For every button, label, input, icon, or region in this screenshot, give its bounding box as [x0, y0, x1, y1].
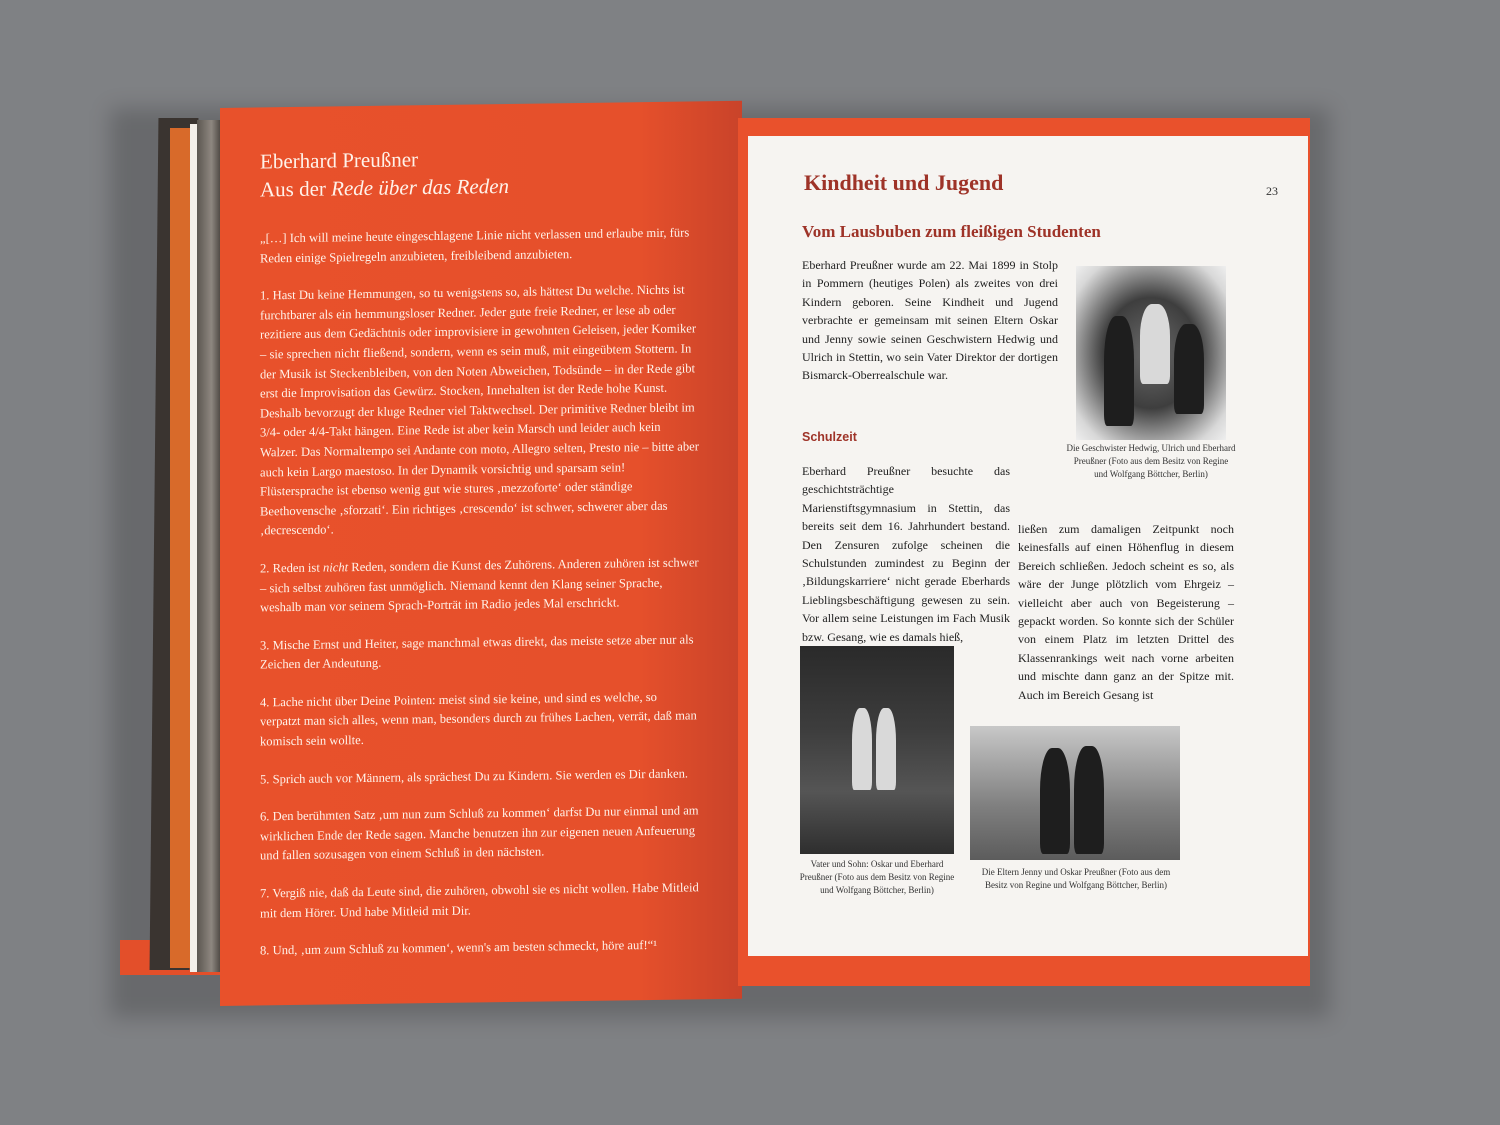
figure — [852, 708, 872, 790]
photo-caption: Vater und Sohn: Oskar und Eberhard Preußner (Foto aus dem Besitz von Regine und Wolfgang Böttcher, Berlin) — [799, 859, 955, 895]
left-page — [220, 101, 742, 1006]
page-number: 23 — [1266, 184, 1278, 198]
page-stack-edge — [197, 120, 221, 972]
figure — [1074, 746, 1104, 854]
section-label: Schulzeit — [802, 430, 857, 444]
speech-paragraph: 4. Lache nicht über Deine Pointen: meist sind sie keine, und sind es welche, so verpatzt man sich alles, wenn man, besonders durch zu frühes Lachen, verrät, daß man komisch sein wollte. — [260, 689, 697, 749]
speech-paragraph: „[…] Ich will meine heute eingeschlagene Linie nicht verlassen und erlaube mir, fürs Reden einige Spielregeln anzubieten, freibleibend anzubieten. — [260, 225, 690, 266]
speech-author: Eberhard Preußner — [260, 147, 419, 174]
figure — [1040, 748, 1070, 854]
speech-paragraph: 3. Mische Ernst und Heiter, sage manchmal etwas direkt, das meiste setze aber nur als Zeichen der Andeutung. — [260, 632, 694, 672]
figure — [1140, 304, 1170, 384]
column-text: ließen zum damaligen Zeitpunkt noch keinesfalls auf einen Höhenflug in diesem Bereich schließen. Jedoch scheint es so, als wäre der Junge plötzlich vom Ehrgeiz – vielleicht aber auch von Begeisterung – gepackt worden. So konnte sich der Schüler von einem Platz im letzten Drittel des Klassenrankings weit nach vorne arbeiten und mischte dann ganz an der Spitze mit. Auch im Bereich Gesang ist — [1018, 522, 1234, 702]
speech-paragraph: 7. Vergiß nie, daß da Leute sind, die zuhören, obwohl sie es nicht wollen. Habe Mitleid mit dem Hörer. Und habe Mitleid mit Dir. — [260, 880, 699, 921]
figure — [876, 708, 896, 790]
photo-parents — [970, 726, 1180, 860]
photo-caption: Die Geschwister Hedwig, Ulrich und Eberhard Preußner (Foto aus dem Besitz von Regine und Wolfgang Böttcher, Berlin) — [1066, 443, 1236, 479]
right-page — [748, 136, 1308, 956]
speech-paragraph: 1. Hast Du keine Hemmungen, so tu wenigstens so, als hättest Du welche. Nichts ist furchtbarer als ein hemmungsloser Redner. Jeder gute freie Redner, er lese ab oder rezitiere aus dem Gedächtnis oder improvisiere in gewohnten Geleisen, jeder Komiker – sie sprechen nicht fließend, sondern, wenn es sein muß, mit eingeübtem Stottern. In der Musik ist Steckenbleiben, von den Noten Abweichen, Todsünde – in der Rede gibt erst die Improvisation das Gewürz. Stocken, Innehalten ist der Rede hohe Kunst. Deshalb bevorzugt der kluge Redner viel Taktwechsel. Der primitive Redner bleibt im 3/4- oder 4/4-Takt hängen. Eine Rede ist aber kein Marsch und leider auch kein Walzer. Das Normaltempo sei Andante con moto, Allegro selten, Presto nie – bitte aber auch kein Largo maestoso. In der Dynamik vorsichtig und sparsam sein! Flüstersprache ist ebenso wenig gut wie stures ‚mezzoforte‘ oder ständige Beethovensche ‚sforzati‘. Ein richtiges ‚crescendo‘ ist schwer, schwerer aber das ‚decrescendo‘. — [260, 282, 699, 538]
title-prefix: Aus der — [260, 176, 332, 202]
speech-paragraph: 8. Und, ‚um zum Schluß zu kommen‘, wenn's am besten schmeckt, höre auf!“¹ — [260, 938, 658, 958]
photo-siblings — [1076, 266, 1226, 440]
photo-caption: Die Eltern Jenny und Oskar Preußner (Foto aus dem Besitz von Regine und Wolfgang Böttcher, Berlin) — [981, 867, 1171, 890]
para-text: Reden, sondern die Kunst des Zuhörens. Anderen zuhören ist schwer – sich selbst zuhören fast unmöglich. Niemand kennt den Klang seiner Sprache, weshalb man vor seinem Sprach-Porträt im Radio jedes Mal erschrickt. — [260, 555, 699, 615]
photo-father-son — [800, 646, 954, 854]
speech-paragraph: 5. Sprich auch vor Männern, als sprächest Du zu Kindern. Sie werden es Dir danken. — [260, 766, 689, 787]
para-italic: nicht — [322, 560, 349, 575]
chapter-heading: Kindheit und Jugend — [804, 170, 1004, 195]
figure — [1174, 324, 1204, 414]
para-text: 2. Reden ist — [260, 560, 323, 576]
intro-paragraph: Eberhard Preußner wurde am 22. Mai 1899 in Stolp in Pommern (heutiges Polen) als zweites von drei Kindern geboren. Seine Kindheit und Jugend verbrachte er gemeinsam mit seinen Eltern Oskar und Jenny sowie seinen Geschwistern Hedwig und Ulrich in Stettin, wo sein Vater Direktor der dortigen Bismarck-Oberrealschule war. — [802, 258, 1058, 383]
column-text: Eberhard Preußner besuchte das geschichtsträchtige Marienstiftsgymnasium in Stettin, das bereits seit dem 16. Jahrhundert bestand. Den Zensuren zufolge scheinen die Schulstunden zumindest zu Beginn der ‚Bildungskarriere‘ nicht gerade Eberhards Lieblingsbeschäftigung gewesen zu sein. Vor allem seine Leistungen im Fach Musik bzw. Gesang, wie es damals hieß, — [802, 464, 1010, 644]
page-stack-edge — [170, 128, 192, 968]
left-page-content — [260, 141, 700, 979]
speech-paragraph: 6. Den berühmten Satz ‚um nun zum Schluß zu kommen‘ darfst Du nur einmal und am wirklichen Ende der Rede sagen. Manche benutzen ihn zur eigenen neuen Anfeuerung und fallen sozusagen von einem Schluß in den nächsten. — [260, 803, 699, 863]
speech-title — [260, 169, 700, 203]
figure — [1104, 316, 1134, 426]
section-subheading: Vom Lausbuben zum fleißigen Studenten — [802, 222, 1101, 241]
title-italic: Rede über das Reden — [331, 173, 510, 201]
speech-paragraph — [260, 553, 700, 618]
